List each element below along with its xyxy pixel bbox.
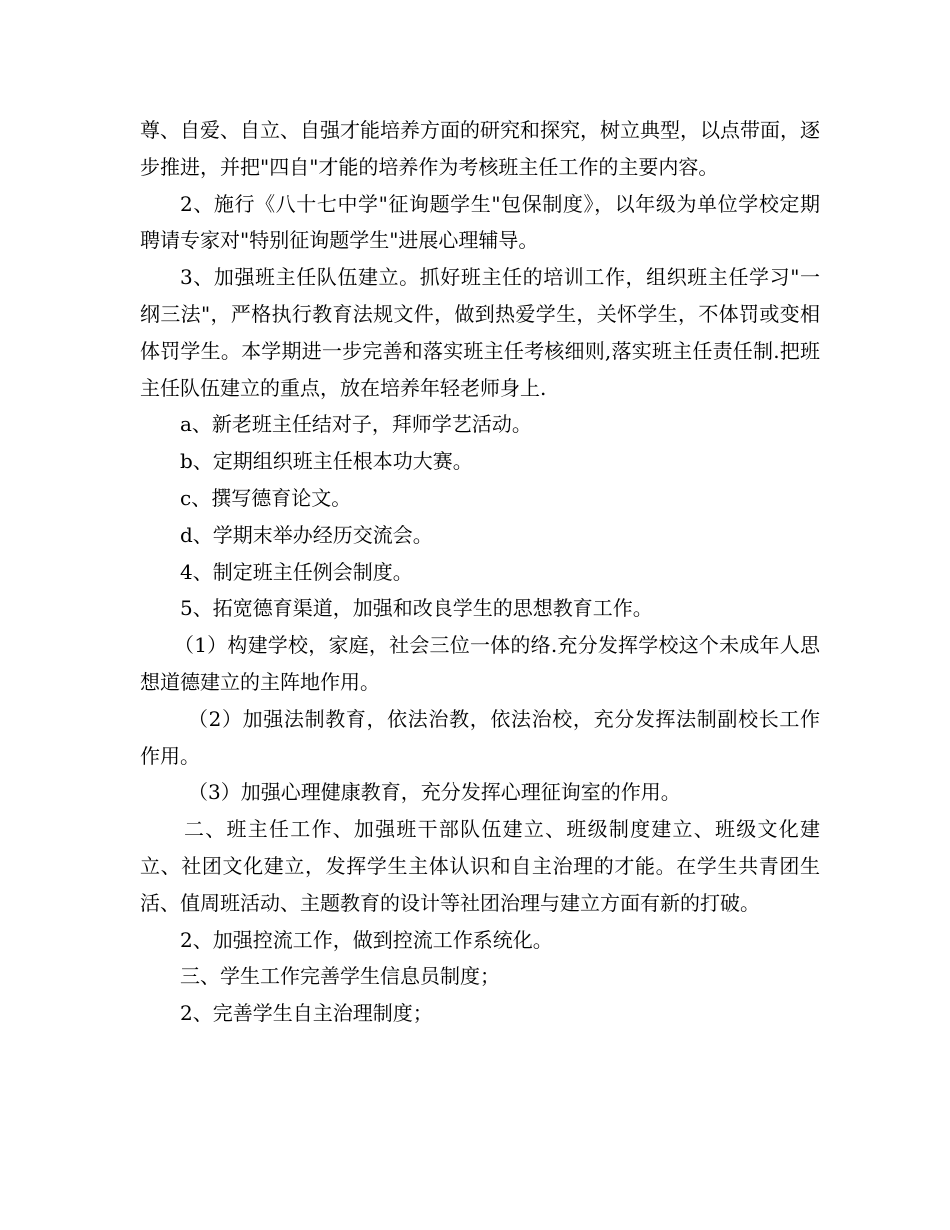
paragraph-item-2-baobao: 2、施行《八十七中学"征询题学生"包保制度》，以年级为单位学校定期聘请专家对"特别征询题学生"进展心理辅导。: [140, 191, 820, 253]
paragraph-sub-3-mental-health: （3）加强心理健康教育，充分发挥心理征询室的作用。: [188, 780, 681, 805]
paragraph-section-3-student-work: 三、学生工作完善学生信息员制度；: [180, 964, 500, 989]
paragraph-sub-c: c、撰写德育论文。: [180, 485, 352, 510]
paragraph-item-3-teacher-team: 3、加强班主任队伍建立。抓好班主任的培训工作，组织班主任学习"一纲三法"，严格执行教育法规文件，做到热爱学生，关怀学生，不体罚或变相体罚学生。本学期进一步完善和落实班主任考核细则,落实班主任责任制.把班主任队伍建立的重点，放在培养年轻老师身上.: [140, 265, 820, 400]
paragraph-sub-b: b、定期组织班主任根本功大赛。: [180, 449, 473, 474]
paragraph-sub-a: a、新老班主任结对子，拜师学艺活动。: [180, 412, 532, 437]
paragraph-continued-four-self: 尊、自爱、自立、自强才能培养方面的研究和探究，树立典型，以点带面，逐步推进，并把"四自"才能的培养作为考核班主任工作的主要内容。: [140, 118, 820, 179]
paragraph-section-2-class-work: 二、班主任工作、加强班干部队伍建立、班级制度建立、班级文化建立、社团文化建立，发挥学生主体认识和自主治理的才能。在学生共青团生活、值周班活动、主题教育的设计等社团治理与建立方面有新的打破。: [140, 817, 820, 915]
paragraph-item-5-channels: 5、拓宽德育渠道，加强和改良学生的思想教育工作。: [180, 596, 653, 621]
document-body: [140, 112, 820, 1032]
paragraph-sub-d: d、学期末举办经历交流会。: [180, 522, 433, 547]
paragraph-item-2-self-governance: 2、完善学生自主治理制度；: [180, 1001, 433, 1026]
paragraph-item-2-control-flow: 2、加强控流工作，做到控流工作系统化。: [180, 927, 553, 952]
paragraph-sub-1-network: （1）构建学校，家庭，社会三位一体的络.充分发挥学校这个未成年人思想道德建立的主阵地作用。: [140, 633, 820, 694]
paragraph-sub-2-legal: （2）加强法制教育，依法治教，依法治校，充分发挥法制副校长工作作用。: [140, 706, 820, 768]
paragraph-item-4-meeting: 4、制定班主任例会制度。: [180, 559, 413, 584]
